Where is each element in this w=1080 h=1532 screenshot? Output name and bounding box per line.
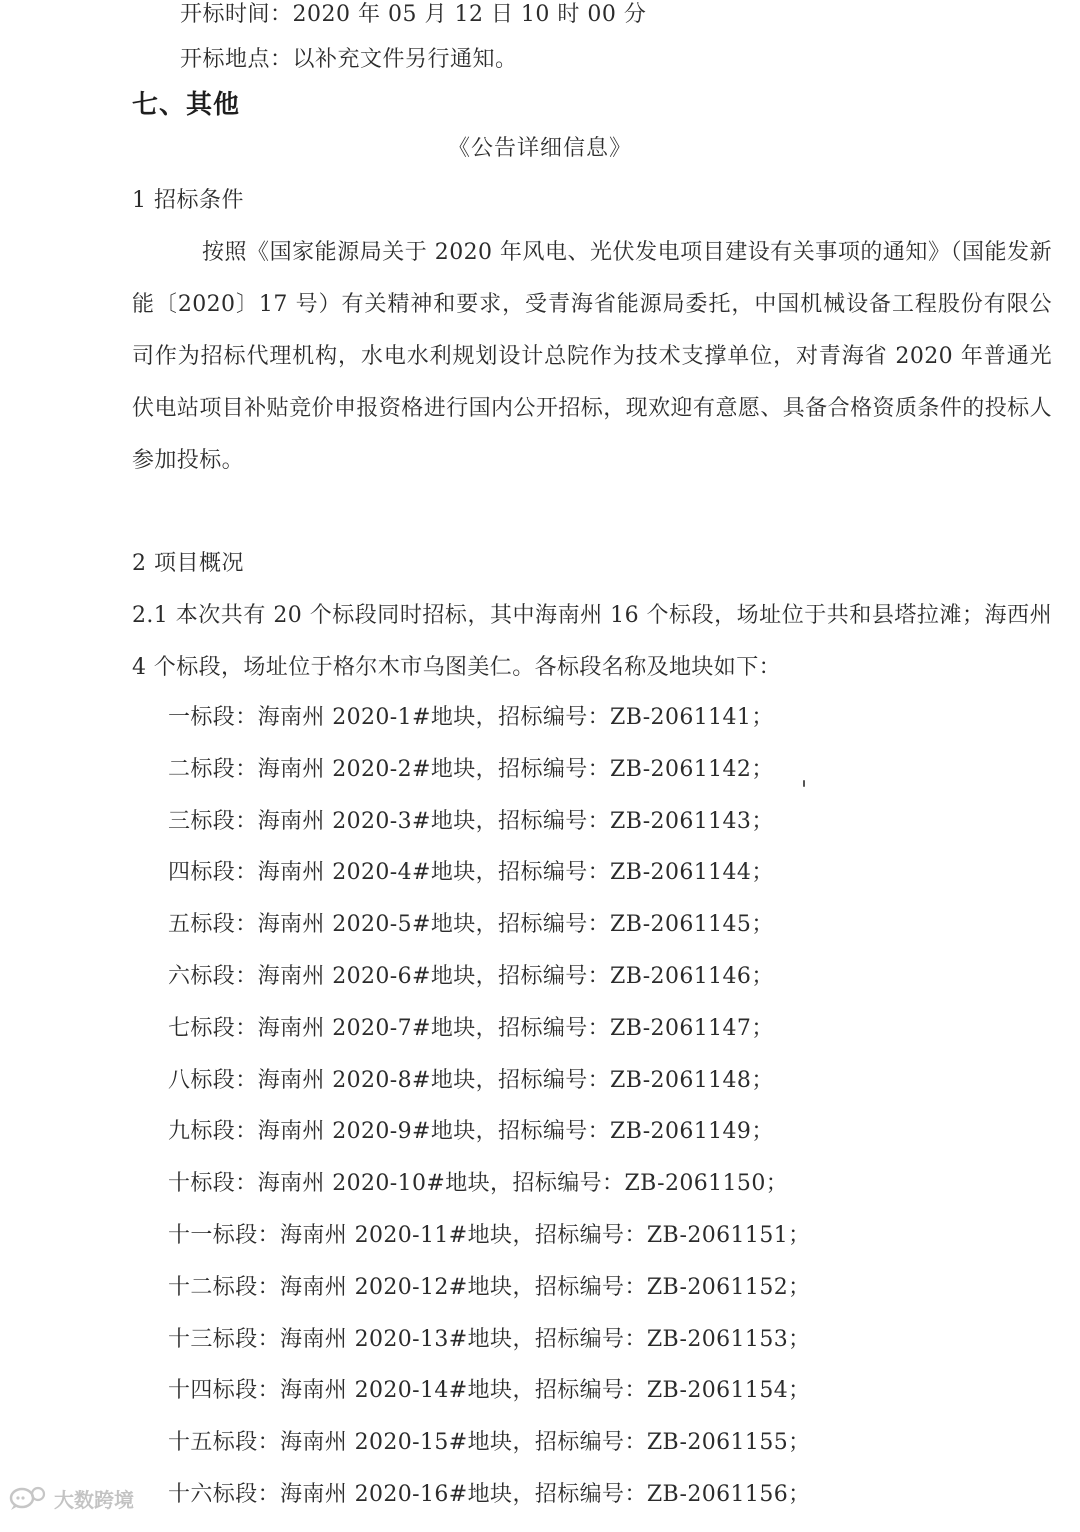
section-seven-heading: 七、其他 [132,90,241,120]
bid-opening-place: 开标地点：以补充文件另行通知。 [180,47,518,72]
list-item: 十四标段：海南州 2020-14#地块，招标编号：ZB-2061154； [168,1378,811,1404]
scan-speck [803,780,805,787]
list-item: 一标段：海南州 2020-1#地块，招标编号：ZB-2061141； [168,705,774,730]
list-item: 二标段：海南州 2020-2#地块，招标编号：ZB-2061142； [168,756,774,782]
part1-heading: 1 招标条件 [132,188,244,213]
list-item: 五标段：海南州 2020-5#地块，招标编号：ZB-2061145； [168,912,774,938]
bid-opening-time: 开标时间：2020 年 05 月 12 日 10 时 00 分 [180,2,647,27]
list-item: 十六标段：海南州 2020-16#地块，招标编号：ZB-2061156； [168,1481,811,1507]
announcement-title: 《公告详细信息》 [447,136,632,161]
list-item: 四标段：海南州 2020-4#地块，招标编号：ZB-2061144； [168,860,774,886]
list-item: 十三标段：海南州 2020-13#地块，招标编号：ZB-2061153； [168,1326,811,1352]
part2-heading: 2 项目概况 [132,551,244,576]
tender-section-list [168,703,811,1532]
list-item: 七标段：海南州 2020-7#地块，招标编号：ZB-2061147； [168,1015,774,1041]
part2-intro-paragraph: 2.1 本次共有 20 个标段同时招标，其中海南州 16 个标段，场址位于共和县塔拉滩；海西州 4 个标段，场址位于格尔木市乌图美仁。各标段名称及地块如下： [132,603,1052,680]
list-item: 十一标段：海南州 2020-11#地块，招标编号：ZB-2061151； [168,1222,811,1248]
part1-paragraph: 按照《国家能源局关于 2020 年风电、光伏发电项目建设有关事项的通知》（国能发新能〔2020〕17 号）有关精神和要求，受青海省能源局委托，中国机械设备工程股份有限公司作为招标代理机构，水电水利规划设计总院作为技术支撑单位，对青海省 2020 年普通光伏电站项目补贴竞价申报资格进行国内公开招标，现欢迎有意愿、具备合格资质条件的投标人参加投标。 [132,240,1052,473]
chat-bubble-logo-icon [8,1485,48,1511]
list-item: 十五标段：海南州 2020-15#地块，招标编号：ZB-2061155； [168,1430,811,1456]
list-item: 十标段：海南州 2020-10#地块，招标编号：ZB-2061150； [168,1171,789,1197]
watermark-text: 大数跨境 [54,1487,134,1512]
list-item: 十二标段：海南州 2020-12#地块，招标编号：ZB-2061152； [168,1274,811,1300]
list-item: 八标段：海南州 2020-8#地块，招标编号：ZB-2061148； [168,1067,774,1093]
list-item: 九标段：海南州 2020-9#地块，招标编号：ZB-2061149； [168,1119,774,1145]
watermark [8,1484,134,1512]
list-item: 六标段：海南州 2020-6#地块，招标编号：ZB-2061146； [168,963,774,989]
list-item: 三标段：海南州 2020-3#地块，招标编号：ZB-2061143； [168,808,774,834]
